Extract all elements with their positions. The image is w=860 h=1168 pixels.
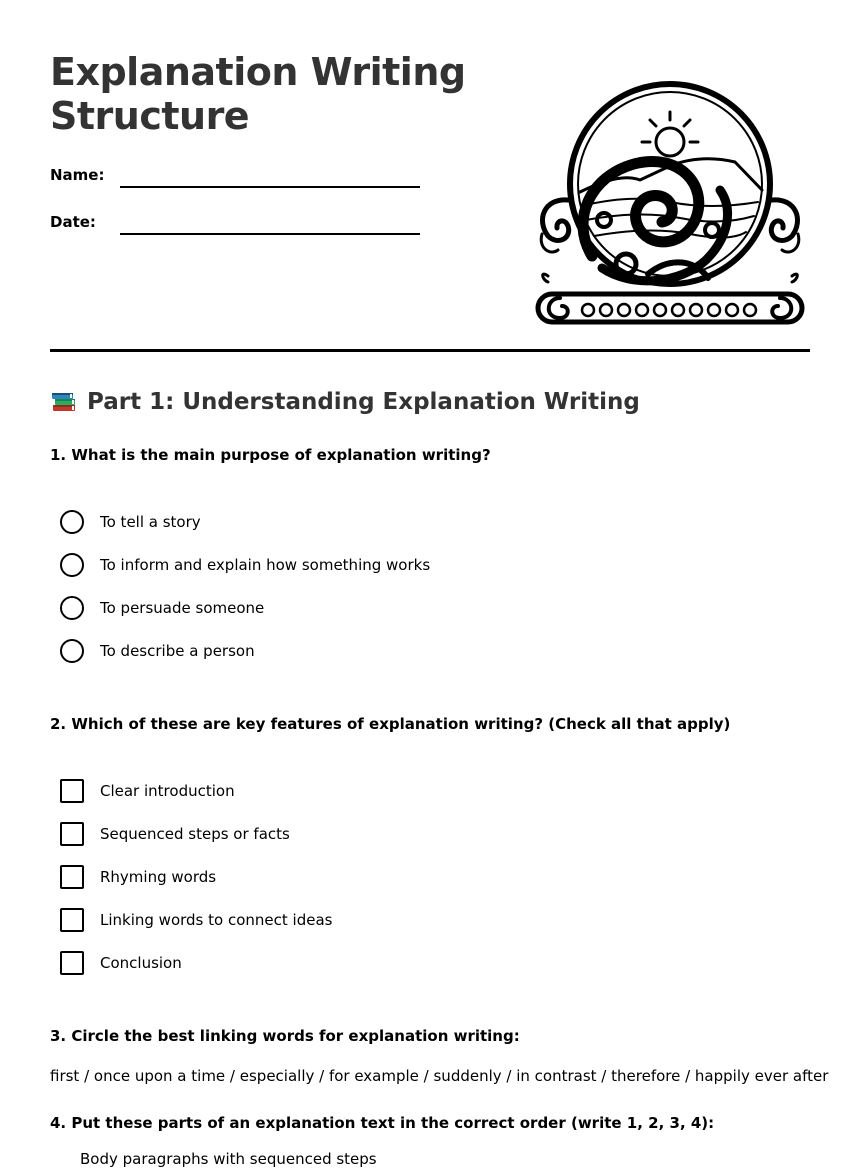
- radio-button[interactable]: [60, 510, 84, 534]
- checkbox[interactable]: [60, 865, 84, 889]
- option-label: Conclusion: [100, 954, 182, 972]
- q2-option-1[interactable]: [60, 779, 235, 803]
- checkbox[interactable]: [60, 951, 84, 975]
- option-label: To describe a person: [100, 642, 255, 660]
- q1-option-4[interactable]: [60, 639, 255, 663]
- date-field[interactable]: [120, 233, 420, 235]
- option-label: Linking words to connect ideas: [100, 911, 333, 929]
- question-1: 1. What is the main purpose of explanation writing?: [50, 446, 491, 464]
- name-field[interactable]: [120, 186, 420, 188]
- radio-button[interactable]: [60, 596, 84, 620]
- q1-option-1[interactable]: [60, 510, 201, 534]
- q2-option-5[interactable]: [60, 951, 182, 975]
- question-3: 3. Circle the best linking words for explanation writing:: [50, 1027, 520, 1045]
- q1-option-3[interactable]: [60, 596, 264, 620]
- option-label: To tell a story: [100, 513, 201, 531]
- part1-heading: [50, 388, 640, 415]
- question-2: 2. Which of these are key features of explanation writing? (Check all that apply): [50, 715, 731, 733]
- option-label: Rhyming words: [100, 868, 217, 886]
- q2-option-4[interactable]: [60, 908, 332, 932]
- question-4: 4. Put these parts of an explanation text in the correct order (write 1, 2, 3, 4):: [50, 1114, 715, 1132]
- part1-heading-text: Part 1: Understanding Explanation Writing: [87, 388, 640, 415]
- q2-option-3[interactable]: [60, 865, 216, 889]
- order-item-partial: Body paragraphs with sequenced steps: [80, 1150, 377, 1168]
- q2-option-2[interactable]: [60, 822, 290, 846]
- name-label: Name:: [50, 166, 105, 184]
- worksheet-title: Explanation Writing Structure: [50, 50, 466, 138]
- checkbox[interactable]: [60, 822, 84, 846]
- date-label: Date:: [50, 213, 96, 231]
- option-label: Clear introduction: [100, 782, 235, 800]
- radio-button[interactable]: [60, 639, 84, 663]
- option-label: To persuade someone: [100, 599, 265, 617]
- checkbox[interactable]: [60, 908, 84, 932]
- q1-option-2[interactable]: [60, 553, 430, 577]
- option-label: Sequenced steps or facts: [100, 825, 290, 843]
- checkbox[interactable]: [60, 779, 84, 803]
- books-icon: [50, 388, 77, 415]
- koru-emblem-illustration: [530, 80, 810, 330]
- header-divider: [50, 349, 810, 352]
- linking-words-list[interactable]: first / once upon a time / especially / for example / suddenly / in contrast / therefore / happily ever after: [50, 1067, 829, 1085]
- radio-button[interactable]: [60, 553, 84, 577]
- option-label: To inform and explain how something works: [100, 556, 431, 574]
